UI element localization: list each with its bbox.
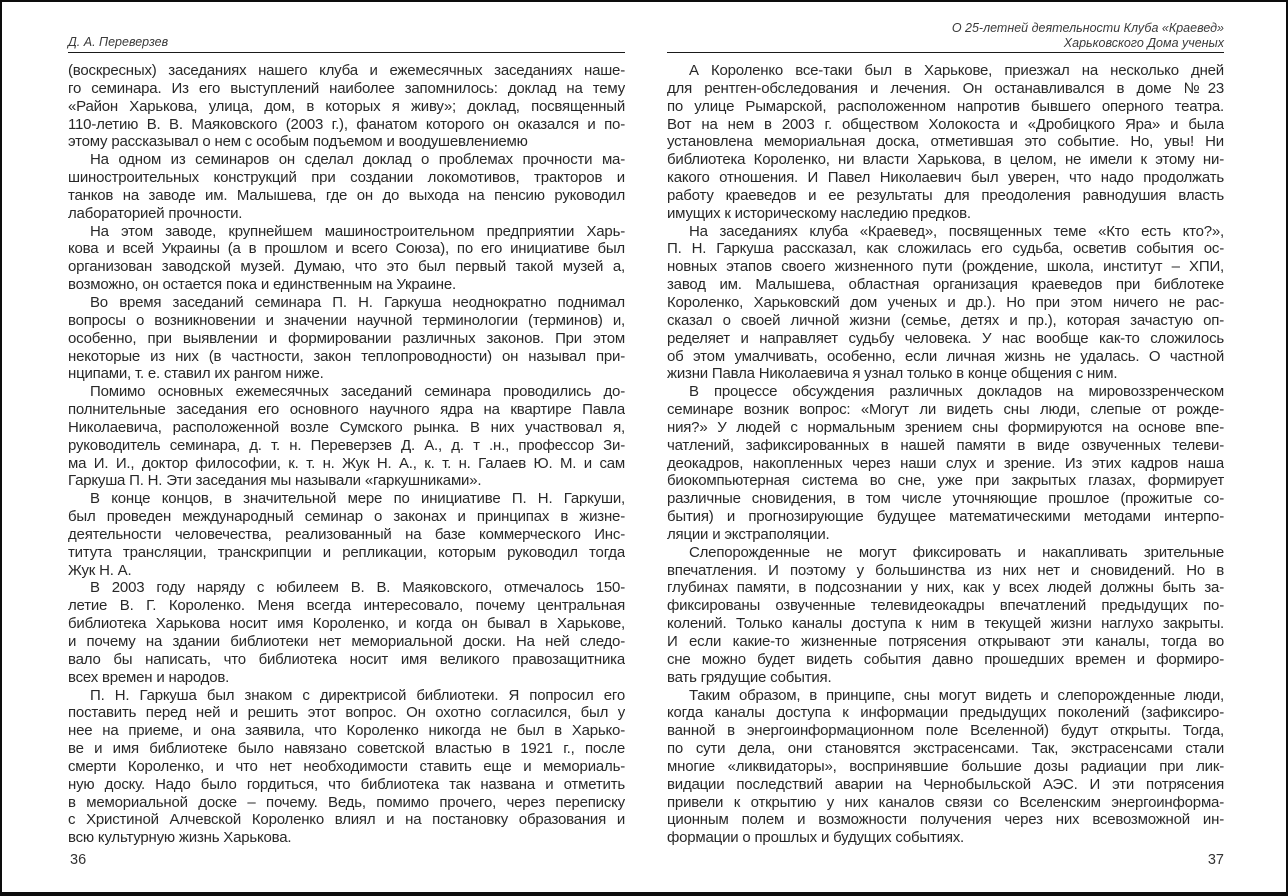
text-line: смерти Короленко, и что нет необходимости ставить еще и мемориаль- xyxy=(68,757,625,775)
text-line: нее на приеме, и она заявила, что Короленко никогда не был в Харько- xyxy=(68,722,625,740)
text-line: сне можно будет видеть события давно прошедших времен и формиро- xyxy=(667,650,1224,668)
text-line: завод им. Малышева, областная организация краеведов при библотеке xyxy=(667,276,1224,294)
text-line: вало бы написать, что библиотека носит имя великого правозащитника xyxy=(68,650,625,668)
text-line: видации последствий аварии на Чернобыльской АЭС. И эти потрясения xyxy=(667,775,1224,793)
text-line: сказал о своей личной жизни (семье, детях и пр.), которая зачастую оп- xyxy=(667,311,1224,329)
text-line: лабораторией прочности. xyxy=(68,204,243,222)
text-line: На заседаниях клуба «Краевед», посвященных теме «Кто есть кто?», xyxy=(689,222,1224,240)
text-line: Помимо основных ежемесячных заседаний семинара проводились до- xyxy=(90,383,625,401)
header-rule-right xyxy=(667,52,1224,53)
text-line: особенно, при выявлении и формировании различных законов. При этом xyxy=(68,329,625,347)
text-line: шиностроительных конструкций при создании локомотивов, тракторов и xyxy=(68,169,625,187)
text-line: Гаркуша П. Н. Эти заседания мы называли «гаркушниками». xyxy=(68,472,482,490)
text-line: какого отношения. И Павел Николаевич был уверен, что надо продолжать xyxy=(667,169,1224,187)
text-line: работу краеведов и ее результаты для преодоления равнодушия власть xyxy=(667,186,1224,204)
page-right-body xyxy=(667,62,1224,847)
text-line: ния?» У людей с нормальным зрением сны формируются на основе впе- xyxy=(667,418,1224,436)
text-line: нципами, т. е. ставил их рангом ниже. xyxy=(68,365,324,383)
text-line: ную доску. Надо было гордиться, что библиотека так названа и отметить xyxy=(68,775,625,793)
text-line: чатлений, зафиксированных в нашей памяти в виде озвученных телеви- xyxy=(667,436,1224,454)
text-line: Николаевича, расположенной возле Сумского рынка. В них участвовал я, xyxy=(68,418,625,436)
text-line: по улице Рымарской, расположенном напротив бывшего оперного театра. xyxy=(667,97,1224,115)
text-line: В процессе обсуждения различных докладов на мировоззренческом xyxy=(689,383,1224,401)
page-left xyxy=(68,2,625,892)
text-line: 110-летию В. В. Маяковского (2003 г.), фанатом которого он оказался и по- xyxy=(68,115,625,133)
running-header-title-line2: Харьковского Дома ученых xyxy=(1063,35,1224,50)
text-line: жизни Павла Николаевича я узнал только в конце общения с ним. xyxy=(667,365,1118,383)
page-number-left: 36 xyxy=(70,852,87,868)
text-line: Слепорожденные не могут фиксировать и накапливать зрительные xyxy=(689,543,1224,561)
text-line: многие «ликвидаторы», воспринявшие большие дозы радиации при лик- xyxy=(667,757,1224,775)
text-line: поставить перед ней и решить этот вопрос. Он охотно согласился, был у xyxy=(68,704,625,722)
text-line: всех времен и народов. xyxy=(68,668,230,686)
text-line: кова и всей Украины (а в прошлом и всего Союза), по его инициативе был xyxy=(68,240,625,258)
text-line: П. Н. Гаркуша был знаком с директрисой библиотеки. Я попросил его xyxy=(90,686,625,704)
text-line: библиотека Короленко, ни власти Харькова, в целом, не имели к этому ни- xyxy=(667,151,1224,169)
text-line: был проведен международный семинар о законах и принципах в жизне- xyxy=(68,508,625,526)
text-line: различные сновидения, в том числе уточняющие прошлое (прожитые со- xyxy=(667,490,1224,508)
text-line: деятельности человечества, реализованный на базе коммерческого Инс- xyxy=(68,525,625,543)
text-line: вопросы о возникновении и значении научной терминологии (терминов) и, xyxy=(68,311,625,329)
text-line: ванной в энергоинформационном поле Вселенной) будут открыты. Тогда, xyxy=(667,722,1224,740)
text-line: этому рассказывал о нем с особым подъемом и воодушевлениемю xyxy=(68,133,528,151)
page-right xyxy=(667,2,1224,892)
text-line: На этом заводе, крупнейшем машиностроительном предприятии Харь- xyxy=(90,222,625,240)
text-line: ляции и экстраполяции. xyxy=(667,525,830,543)
text-line: Таким образом, в принципе, сны могут видеть и слепорожденные люди, xyxy=(689,686,1224,704)
text-line: И если какие-то жизненные потрясения открывают эти каналы, тогда во xyxy=(667,633,1224,650)
text-line: (воскресных) заседаниях нашего клуба и ежемесячных заседаниях наше- xyxy=(68,62,625,79)
text-line: На одном из семинаров он сделал доклад о проблемах прочности ма- xyxy=(90,151,625,169)
text-line: по сути дела, они становятся экстрасенсами. Так, экстрасенсами стали xyxy=(667,740,1224,758)
text-line: го семинара. Из его выступлений наиболее запомнилось: доклад на тему xyxy=(68,79,625,97)
text-line: с Христиной Алчевской Короленко влиял и на постановку образования и xyxy=(68,811,625,829)
text-line: В 2003 году наряду с юбилеем В. В. Маяковского, отмечалось 150- xyxy=(90,579,625,597)
text-line: всю культурную жизнь Харькова. xyxy=(68,829,292,847)
text-line: глубинах памяти, в подсознании у них, как у всех людей должны быть за- xyxy=(667,579,1224,597)
text-line: Короленко, Харьковский дом ученых и др.). Но при этом ничего не рас- xyxy=(667,293,1224,311)
text-line: фиксированы озвученные телевидеокадры впечатлений предыдущих по- xyxy=(667,597,1224,615)
text-line: в мемориальной доске – почему. Ведь, помимо прочего, через переписку xyxy=(68,793,625,811)
running-header-author: Д. А. Переверзев xyxy=(68,35,169,49)
text-line: привели к открытию у них каналов связи со Вселенским энергоинформа- xyxy=(667,793,1224,811)
text-line: руководитель семинара, д. т. н. Переверзев Д. А., д. т .н., профессор Зи- xyxy=(68,436,625,454)
text-line: об этом умалчивать, особенно, если личная жизнь не удалась. О частной xyxy=(667,347,1224,365)
text-line: имущих к историческому наследию предков. xyxy=(667,204,971,222)
text-line: ционным полем и возможности получения через них всевозможной ин- xyxy=(667,811,1224,829)
text-line: организован заводской музей. Думаю, что это был первый такой музей а, xyxy=(68,258,625,276)
text-line: библиотека Харькова носит имя Короленко, и когда он бывал в Харькове, xyxy=(68,615,625,633)
page-left-body xyxy=(68,62,625,847)
header-rule-left xyxy=(68,52,625,53)
text-line: ве и имя библиотеке было навязано советской властью в 1921 г., после xyxy=(68,740,625,758)
text-line: когда каналы доступа к информации предыдущих поколений (зафиксиро- xyxy=(667,704,1224,722)
text-line: ма И. И., доктор философии, к. т. н. Жук Н. А., к. т. н. Галаев Ю. М. и сам xyxy=(68,454,625,472)
text-line: семинаре возник вопрос: «Могут ли видеть сны люди, слепые от рожде- xyxy=(667,401,1224,419)
text-line: колений. Только каналы доступа к ним в текущей жизни наглухо закрыты. xyxy=(667,615,1224,633)
text-line: Во время заседаний семинара П. Н. Гаркуша неоднократно поднимал xyxy=(90,293,625,311)
text-line: и почему на здании библиотеки нет мемориальной доски. На ней следо- xyxy=(68,633,625,650)
running-header-title xyxy=(952,21,1224,50)
text-line: деокадров, накопленных через наши слух и зрение. Из этих кадров наша xyxy=(667,454,1224,472)
page-number-right: 37 xyxy=(1207,852,1224,868)
running-header-title-line1: О 25-летней деятельности Клуба «Краевед» xyxy=(951,21,1224,35)
text-line: формации о прошлых и будущих событиях. xyxy=(667,829,965,847)
text-line: «Район Харькова, улица, дом, в которых я живу»; доклад, посвященный xyxy=(68,97,625,115)
text-line: возможно, он остается пока и единственным на Украине. xyxy=(68,276,456,294)
text-line: вать грядущие события. xyxy=(667,668,832,686)
text-line: ределяет и направляет судьбу человека. У нас вообще как-то сложилось xyxy=(667,329,1224,347)
text-line: танков на заводе им. Малышева, где он до выхода на пенсию руководил xyxy=(68,186,625,204)
text-line: для рентген-обследования и лечения. Он останавливался в доме №23 xyxy=(667,79,1224,97)
text-line: В конце концов, в значительной мере по инициативе П. Н. Гаркуши, xyxy=(90,490,625,508)
text-line: полнительные заседания его основного научного ядра на квартире Павла xyxy=(68,401,625,419)
text-line: летие В. Г. Короленко. Меня всегда интересовало, почему центральная xyxy=(68,597,625,615)
text-line: титута трансляции, транскрипции и репликации, которым руководил тогда xyxy=(68,543,625,561)
text-line: установлена мемориальная доска, отметившая это событие. Но, увы! Ни xyxy=(667,133,1224,151)
text-line: впечатления. И поэтому у большинства из них нет и сновидений. Но в xyxy=(667,561,1224,579)
text-line: П. Н. Гаркуша рассказал, как сложилась его судьба, осветив события ос- xyxy=(667,240,1224,258)
text-line: некоторые из них (в частности, закон теплопроводности) он называл при- xyxy=(68,347,625,365)
text-line: А Короленко все-таки был в Харькове, приезжал на несколько дней xyxy=(689,62,1224,79)
text-line: биокомпьютерная система во сне, уже при закрытых глазах, формирует xyxy=(667,472,1224,490)
text-line: бытия) и прогнозирующие будущее математическими методами интерпо- xyxy=(667,508,1224,526)
text-line: Вот на нем в 2003 г. обществом Холокоста и «Дробицкого Яра» и была xyxy=(667,115,1224,133)
text-line: новных этапов своего жизненного пути (рождение, школа, институт – ХПИ, xyxy=(667,258,1224,276)
text-line: Жук Н. А. xyxy=(68,561,132,579)
